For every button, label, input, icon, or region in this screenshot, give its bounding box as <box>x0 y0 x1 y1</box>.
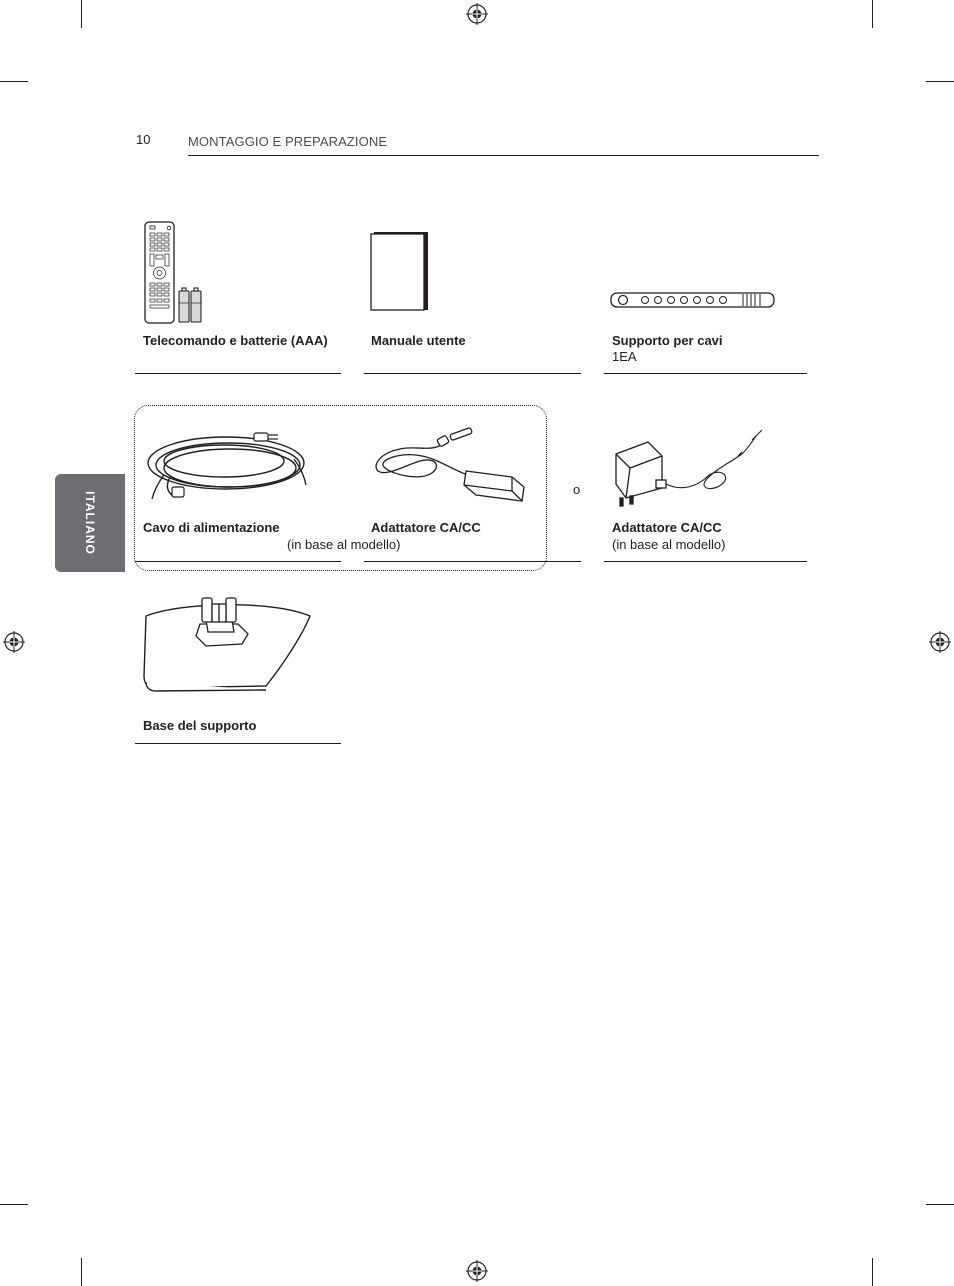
item-rule <box>604 373 807 374</box>
item-rule <box>135 743 341 744</box>
item-sub-cable-holder: 1EA <box>612 349 637 364</box>
item-label-stand-base: Base del supporto <box>143 718 257 733</box>
registration-mark-icon <box>466 1260 488 1282</box>
crop-mark <box>872 1258 873 1286</box>
crop-mark <box>872 0 873 28</box>
wall-adapter-icon <box>612 426 772 508</box>
item-label-adapter-1: Adattatore CA/CC <box>371 520 481 535</box>
crop-mark <box>81 0 82 28</box>
item-label-manual: Manuale utente <box>371 333 466 348</box>
item-rule <box>604 561 807 562</box>
language-tab-label: ITALIANO <box>83 491 97 555</box>
group-note: (in base al modello) <box>287 537 401 552</box>
item-label-power-cord: Cavo di alimentazione <box>143 520 280 535</box>
ac-dc-adapter-icon <box>372 425 528 507</box>
crop-mark <box>0 81 28 82</box>
crop-mark <box>0 1204 28 1205</box>
header-rule <box>188 155 819 156</box>
or-connector: o <box>573 482 581 497</box>
section-title: MONTAGGIO E PREPARAZIONE <box>188 134 388 149</box>
registration-mark-icon <box>466 3 488 25</box>
item-label-remote: Telecomando e batterie (AAA) <box>143 333 328 348</box>
manual-icon <box>370 232 430 312</box>
item-label-adapter-2: Adattatore CA/CC <box>612 520 722 535</box>
item-rule <box>135 373 341 374</box>
item-rule <box>364 373 581 374</box>
cable-holder-icon <box>610 291 776 311</box>
stand-base-icon <box>142 596 316 696</box>
power-cord-icon <box>144 425 314 505</box>
item-sub-adapter-2: (in base al modello) <box>612 537 726 552</box>
crop-mark <box>81 1258 82 1286</box>
registration-mark-icon <box>3 631 25 653</box>
page-number: 10 <box>136 132 151 147</box>
registration-mark-icon <box>929 631 951 653</box>
crop-mark <box>926 1204 954 1205</box>
language-tab <box>55 474 125 572</box>
item-rule <box>364 561 581 562</box>
item-label-cable-holder: Supporto per cavi <box>612 333 723 348</box>
item-rule <box>135 561 341 562</box>
crop-mark <box>926 81 954 82</box>
remote-and-batteries-icon <box>144 221 204 325</box>
